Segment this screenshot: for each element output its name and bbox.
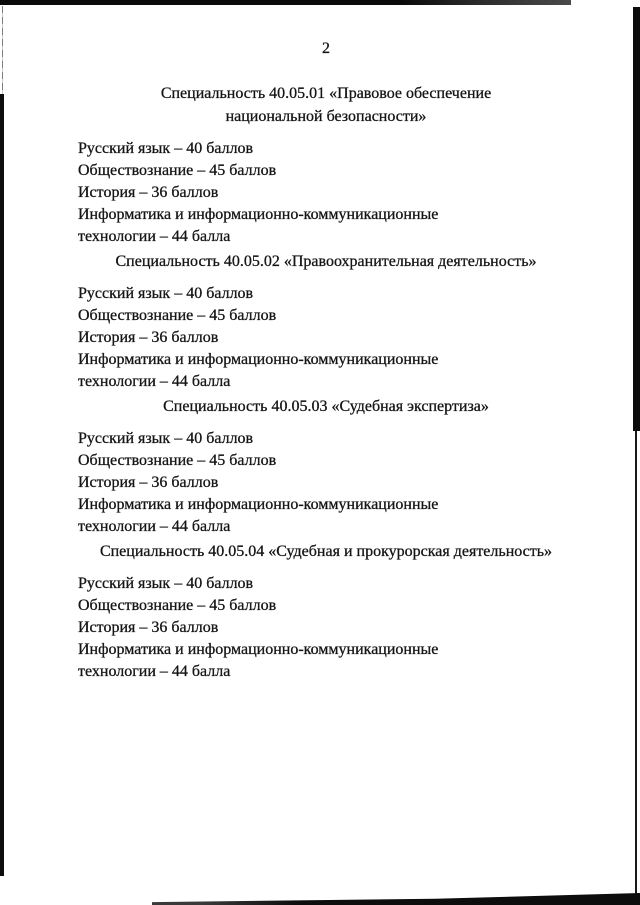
section-heading (78, 250, 574, 273)
section-heading (78, 395, 574, 418)
heading-line: Специальность 40.05.01 «Правовое обеспечение (160, 85, 492, 102)
section-heading (78, 540, 574, 563)
section-heading (78, 82, 574, 128)
score-list (78, 138, 574, 248)
section-specialty-40-05-04 (78, 540, 574, 683)
scan-edge-right (633, 7, 640, 431)
score-line: Русский язык – 40 баллов (78, 285, 254, 302)
scan-edge-bottom (152, 892, 640, 905)
heading-line: Специальность 40.05.04 «Судебная и прокурорская деятельность» (99, 543, 553, 560)
section-specialty-40-05-02 (78, 250, 574, 393)
score-line: технологии – 44 балла (78, 228, 231, 245)
score-line: Русский язык – 40 баллов (78, 140, 254, 157)
scan-edge-right-thin (635, 431, 637, 894)
score-list (78, 573, 574, 683)
section-specialty-40-05-03 (78, 395, 574, 538)
score-line: Русский язык – 40 баллов (78, 430, 254, 447)
score-line: Информатика и информационно-коммуникационные (78, 206, 439, 223)
score-line: Русский язык – 40 баллов (78, 575, 254, 592)
heading-line: Специальность 40.05.03 «Судебная экспертиза» (163, 398, 489, 415)
score-line: Обществознание – 45 баллов (78, 307, 277, 324)
score-line: История – 36 баллов (78, 474, 219, 491)
score-line: История – 36 баллов (78, 184, 219, 201)
score-line: Обществознание – 45 баллов (78, 452, 277, 469)
scan-edge-top (0, 0, 571, 5)
document-page (78, 38, 574, 683)
score-line: технологии – 44 балла (78, 373, 231, 390)
score-line: Обществознание – 45 баллов (78, 597, 277, 614)
heading-line: Специальность 40.05.02 «Правоохранительная деятельность» (115, 253, 537, 270)
score-line: технологии – 44 балла (78, 518, 231, 535)
score-line: История – 36 баллов (78, 329, 219, 346)
heading-line: национальной безопасности» (225, 108, 427, 125)
page-number: 2 (322, 40, 330, 57)
scan-edge-left (0, 94, 4, 876)
score-line: технологии – 44 балла (78, 663, 231, 680)
score-line: Информатика и информационно-коммуникационные (78, 351, 439, 368)
scan-edge-left-hairline (2, 6, 3, 95)
score-line: Информатика и информационно-коммуникационные (78, 641, 439, 658)
score-line: Обществознание – 45 баллов (78, 162, 277, 179)
score-list (78, 283, 574, 393)
score-line: История – 36 баллов (78, 619, 219, 636)
score-list (78, 428, 574, 538)
score-line: Информатика и информационно-коммуникационные (78, 496, 439, 513)
section-specialty-40-05-01 (78, 82, 574, 248)
